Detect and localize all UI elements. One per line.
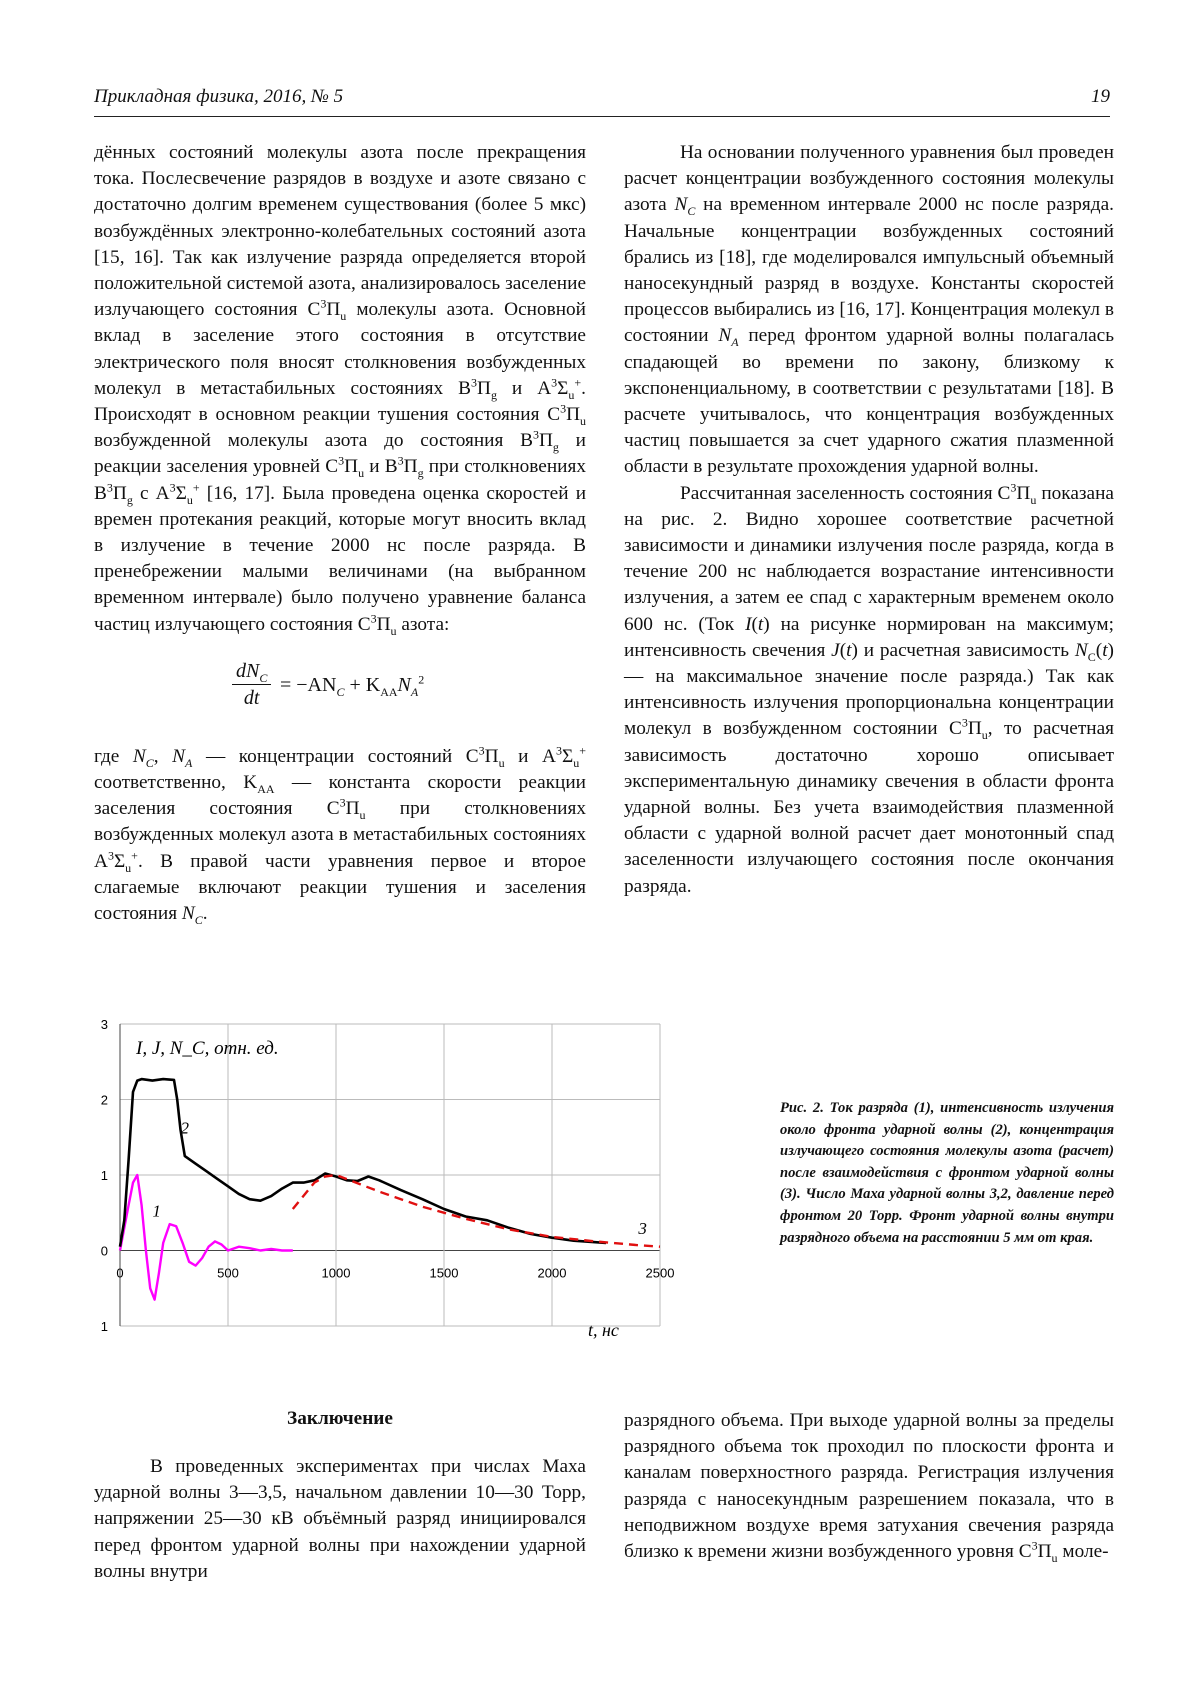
series-line-1 bbox=[120, 1175, 293, 1300]
x-tick-label: 1000 bbox=[321, 1265, 351, 1281]
x-tick-label: 500 bbox=[217, 1265, 239, 1281]
balance-equation bbox=[94, 658, 586, 718]
chart-svg bbox=[90, 1018, 770, 1370]
paragraph: дённых состояний молекулы азота после прекращения тока. Послесвечение разрядов в воздухе и азоте связано с достаточно долгим временем существования (более 5 мкс) возбуждённых электронно-колебательных состояний азота [15, 16]. Так как излучение разряда определяется второй положительной системой азота, анализировалось заселение излучающего состояния $C^3\Pi_u$ молекулы азота. Основной вклад в заселение этого состояния в отсутствие электрического поля вносят столкновения возбужденных молекул в метастабильных состояниях $B^3\Pi_g$ и $A^3\Sigma_u^+$. Происходят в основном реакции тушения состояния $C^3\Pi_u$ возбужденной молекулы азота до состояния $B^3\Pi_g$ и реакции заселения уровней $C^3\Pi_u$ и $B^3\Pi_g$ при столкновениях $B^3\Pi_g$ с $A^3\Sigma_u^+$ [16, 17]. Была проведена оценка скоростей и времен протекания реакций, которые могут вносить вклад в излучение в течение 2000 нс после разряда. В пренебрежении малыми величинами (на выбранном временном интервале) было получено уравнение баланса частиц излучающего состояния $C^3\Pi_u$ азота: bbox=[94, 142, 587, 638]
series-line-2 bbox=[120, 1079, 606, 1247]
conclusion-right: разрядного объема. При выходе ударной волны за пределы разрядного объема ток проходил по плоскости фронта и каналам поверхностного разряда. Регистрация излучения разряда с наносекундным разрешением показала, что в неподвижном воздухе время затухания свечения разряда близко к времени жизни возбужденного уровня $C^3\Pi_u$ моле- bbox=[624, 1410, 1114, 1565]
y-tick-label: 1 bbox=[100, 1168, 108, 1183]
curve-label-3: 3 bbox=[638, 1218, 647, 1238]
chart-series bbox=[120, 1079, 660, 1300]
journal-name: Прикладная физика, 2016, № 5 bbox=[94, 86, 344, 107]
chart-ticks bbox=[101, 1018, 675, 1334]
figure-caption: Рис. 2. Ток разряда (1), интенсивность излучения около фронта ударной волны (2), концентрация излучающего состояния молекулы азота (расчет) после взаимодействия с фронтом ударной волны (3). Число Маха ударной волны 3,2, давление перед фронтом 20 Торр. Фронт ударной волны внутри разрядного объема на расстоянии 5 мм от края. bbox=[780, 1100, 1114, 1246]
header-rule bbox=[94, 116, 1110, 117]
y-tick-label: 3 bbox=[100, 1018, 108, 1032]
equation-rhs: = $-AN_C + K_{AA}N_A^2$ bbox=[280, 672, 425, 699]
y-tick-label: 2 bbox=[100, 1092, 108, 1108]
x-tick-label: 2500 bbox=[645, 1265, 675, 1281]
curve-label-1: 1 bbox=[152, 1201, 161, 1221]
equation-fraction: $dN_C$ dt bbox=[232, 658, 271, 711]
paragraph: где $N_C$, $N_A$ — концентрации состояний $C^3\Pi_u$ и $A^3\Sigma_u^+$ соответственно, $K_{AA}$ — константа скорости реакции заселения состояния $C^3\Pi_u$ при столкновениях возбужденных молекул азота в метастабильных состояниях $A^3\Sigma_u^+$. В правой части уравнения первое и второе слагаемые включают реакции тушения и заселения состояния $N_C$. bbox=[94, 743, 587, 927]
paragraph: На основании полученного уравнения был проведен расчет концентрации возбужденного состояния молекулы азота $N_C$ на временном интервале 2000 нс после разряда. Начальные концентрации возбужденных состояний брались из [18], где моделировался импульсный объемный наносекундный разряд в воздухе. Константы скоростей процессов выбирались из [16, 17]. Концентрация молекул в состоянии $N_A$ перед фронтом ударной волны полагалась спадающей во времени по закону, близкому к экспоненциальному, в соответствии с результатами [18]. В расчете учитывалось, что концентрация возбужденных частиц повышается за счет ударного сжатия плазменной области в результате прохождения ударной волны. bbox=[624, 142, 1114, 478]
section-title: Заключение bbox=[287, 1408, 393, 1429]
running-header bbox=[94, 86, 1110, 108]
page-number: 19 bbox=[1091, 86, 1110, 107]
series-line-3 bbox=[293, 1175, 660, 1247]
x-tick-label: 1500 bbox=[429, 1265, 459, 1281]
left-column bbox=[94, 140, 586, 927]
y-tick-label: 0 bbox=[100, 1243, 108, 1259]
chart-grid bbox=[120, 1024, 660, 1326]
y-tick-label: 1 bbox=[100, 1319, 108, 1334]
y-axis-label: I, J, N_C, отн. ед. bbox=[136, 1038, 279, 1059]
conclusion-left: В проведенных экспериментах при числах Маха ударной волны 3—3,5, начальном давлении 10—30 Торр, напряжении 25—30 кВ объёмный разряд инициировался перед фронтом ударной волны при нахождении ударной волны внутри bbox=[94, 1456, 586, 1582]
curve-label-2: 2 bbox=[180, 1118, 189, 1138]
x-tick-label: 2000 bbox=[537, 1265, 567, 1281]
right-column bbox=[624, 140, 1114, 900]
figure-2 bbox=[90, 1018, 770, 1370]
x-tick-label: 0 bbox=[116, 1265, 124, 1281]
x-axis-label: t, нс bbox=[588, 1320, 619, 1340]
paragraph: Рассчитанная заселенность состояния $C^3\Pi_u$ показана на рис. 2. Видно хорошее соответствие расчетной зависимости и динамики излучения после разряда, когда в течение 200 нс наблюдается возрастание интенсивности излучения, а затем ее спад с характерным временем около 600 нс. (Ток I(t) на рисунке нормирован на максимум; интенсивность свечения J(t) и расчетная зависимость $N_C(t)$ — на максимальное значение после разряда.) Так как интенсивность излучения пропорциональна концентрации молекул в возбужденном состоянии $C^3\Pi_u$, то расчетная зависимость достаточно хорошо описывает экспериментальную динамику свечения в области фронта ударной волны. Без учета взаимодействия плазменной области с ударной волной расчет дает монотонный спад заселенности излучающего состояния после окончания разряда. bbox=[624, 480, 1115, 897]
